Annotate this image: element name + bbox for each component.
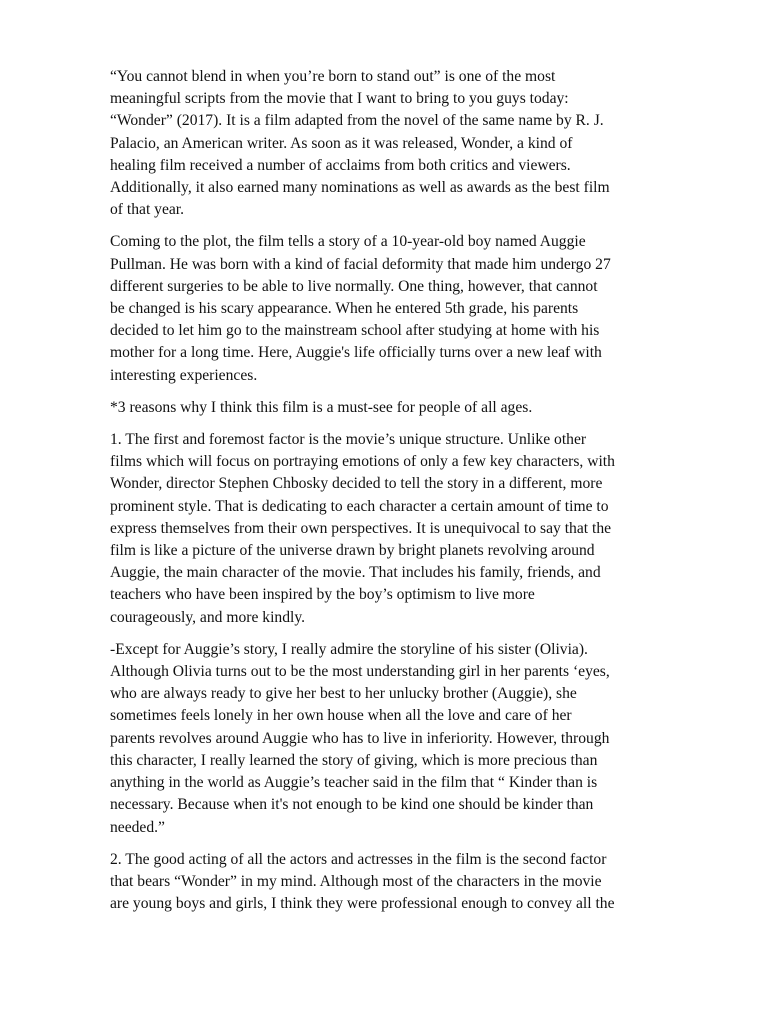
text-line: -Except for Auggie’s story, I really admire the storyline of his sister (Olivia).: [110, 640, 588, 658]
text-line: 1. The first and foremost factor is the movie’s unique structure. Unlike other: [110, 431, 587, 449]
text-line: Additionally, it also earned many nominations as well as awards as the best film: [110, 179, 610, 197]
text-line: decided to let him go to the mainstream school after studying at home with his: [110, 322, 600, 340]
text-line: “You cannot blend in when you’re born to stand out” is one of the most: [110, 68, 556, 85]
text-line: *3 reasons why I think this film is a must-see for people of all ages.: [110, 398, 533, 416]
text-line: 2. The good acting of all the actors and actresses in the film is the second factor: [110, 850, 607, 868]
text-line: be changed is his scary appearance. When he entered 5th grade, his parents: [110, 300, 579, 318]
text-line: Coming to the plot, the film tells a story of a 10-year-old boy named Auggie: [110, 233, 586, 251]
text-line: films which will focus on portraying emotions of only a few key characters, with: [110, 453, 615, 471]
text-line: “Wonder” (2017). It is a film adapted from the novel of the same name by R. J.: [110, 112, 604, 130]
paragraph-reasons-heading: [110, 397, 690, 419]
document-page: [110, 66, 690, 925]
text-line: film is like a picture of the universe drawn by bright planets revolving around: [110, 542, 595, 560]
text-line: mother for a long time. Here, Auggie's life officially turns over a new leaf with: [110, 344, 602, 362]
text-line: are young boys and girls, I think they were professional enough to convey all the: [110, 895, 615, 913]
text-line: needed.”: [110, 818, 165, 836]
text-line: sometimes feels lonely in her own house when all the love and care of her: [110, 707, 572, 725]
text-line: that bears “Wonder” in my mind. Although most of the characters in the movie: [110, 872, 602, 890]
text-line: necessary. Because when it's not enough to be kind one should be kinder than: [110, 796, 594, 814]
text-line: who are always ready to give her best to her unlucky brother (Auggie), she: [110, 685, 577, 703]
text-line: Palacio, an American writer. As soon as it was released, Wonder, a kind of: [110, 134, 573, 152]
text-line: Pullman. He was born with a kind of facial deformity that made him undergo 27: [110, 255, 611, 273]
text-line: meaningful scripts from the movie that I want to bring to you guys today:: [110, 90, 569, 108]
paragraph-reason-1: [110, 429, 690, 629]
text-line: healing film received a number of acclaims from both critics and viewers.: [110, 156, 571, 174]
text-line: express themselves from their own perspectives. It is unequivocal to say that the: [110, 519, 612, 537]
paragraph-intro: [110, 66, 690, 221]
text-line: this character, I really learned the story of giving, which is more precious than: [110, 751, 598, 769]
text-line: prominent style. That is dedicating to each character a certain amount of time to: [110, 497, 609, 515]
text-line: parents revolves around Auggie who has to live in inferiority. However, through: [110, 729, 610, 747]
text-line: anything in the world as Auggie’s teacher said in the film that “ Kinder than is: [110, 774, 598, 792]
text-line: teachers who have been inspired by the boy’s optimism to live more: [110, 586, 535, 604]
text-line: Although Olivia turns out to be the most understanding girl in her parents ‘eyes,: [110, 663, 610, 681]
text-line: of that year.: [110, 201, 185, 219]
text-line: courageously, and more kindly.: [110, 608, 306, 626]
paragraph-olivia: [110, 639, 690, 839]
paragraph-plot: [110, 231, 690, 386]
text-line: Auggie, the main character of the movie. That includes his family, friends, and: [110, 564, 601, 582]
text-line: interesting experiences.: [110, 366, 258, 384]
text-line: Wonder, director Stephen Chbosky decided to tell the story in a different, more: [110, 475, 603, 493]
text-line: different surgeries to be able to live normally. One thing, however, that cannot: [110, 277, 598, 295]
paragraph-reason-2: [110, 849, 690, 916]
